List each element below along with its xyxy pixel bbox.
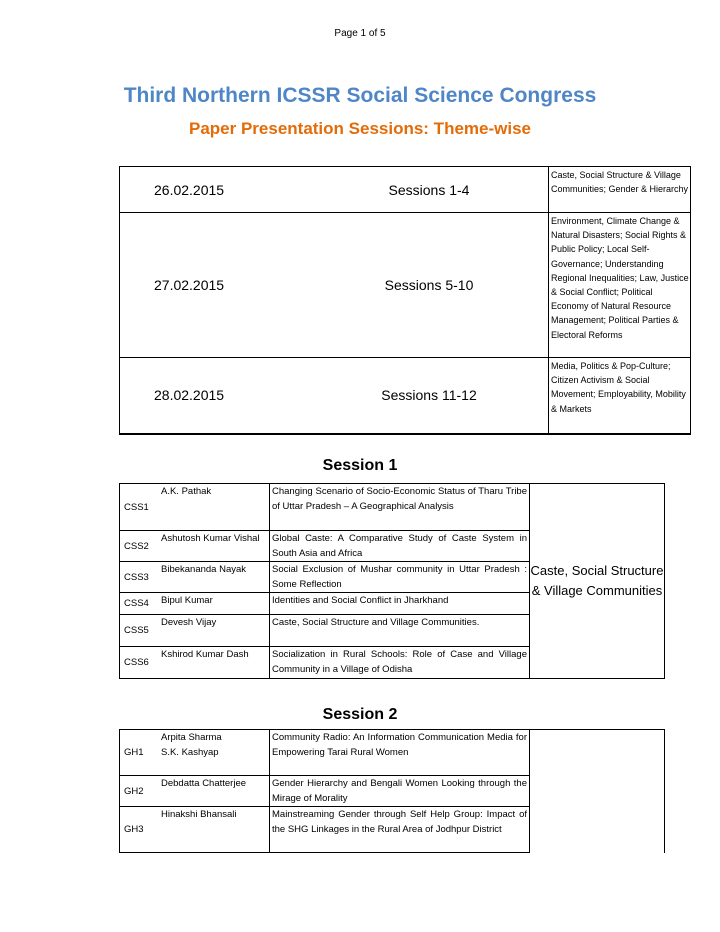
paper-author: Arpita Sharma (161, 732, 222, 743)
schedule-table (119, 166, 691, 435)
schedule-date: 27.02.2015 (120, 213, 311, 358)
paper-author: S.K. Kashyap (161, 747, 219, 758)
session-2-heading: Session 2 (322, 706, 398, 723)
schedule-row (120, 213, 691, 358)
paper-author: Bibekananda Nayak (158, 562, 270, 593)
paper-code: CSS1 (120, 484, 159, 531)
paper-code: GH3 (120, 807, 159, 853)
paper-authors (158, 730, 270, 776)
paper-code: GH2 (120, 776, 159, 807)
paper-author: Debdatta Chatterjee (158, 776, 270, 807)
document-title: Third Northern ICSSR Social Science Congress (123, 84, 597, 107)
schedule-sessions: Sessions 5-10 (310, 213, 549, 358)
schedule-themes: Media, Politics & Pop-Culture; Citizen Activism & Social Movement; Employability, Mobility & Markets (549, 358, 691, 434)
paper-title: Changing Scenario of Socio-Economic Status of Tharu Tribe of Uttar Pradesh – A Geographical Analysis (270, 484, 530, 531)
paper-title: Caste, Social Structure and Village Communities. (270, 615, 530, 647)
page-number: Page 1 of 5 (334, 28, 386, 39)
schedule-themes: Caste, Social Structure & Village Communities; Gender & Hierarchy (549, 167, 691, 213)
schedule-row (120, 358, 691, 434)
paper-title: Gender Hierarchy and Bengali Women Looking through the Mirage of Morality (270, 776, 530, 807)
paper-code: CSS2 (120, 531, 159, 562)
table-row (120, 484, 665, 531)
paper-title: Social Exclusion of Mushar community in Uttar Pradesh : Some Reflection (270, 562, 530, 593)
session-1-theme: Caste, Social Structure & Village Communities (530, 484, 665, 679)
paper-author: Devesh Vijay (158, 615, 270, 647)
document-subtitle: Paper Presentation Sessions: Theme-wise (188, 119, 531, 138)
paper-code: CSS4 (120, 593, 159, 615)
schedule-row (120, 167, 691, 213)
paper-author: Bipul Kumar (158, 593, 270, 615)
paper-title: Identities and Social Conflict in Jharkhand (270, 593, 530, 615)
session-2-table (119, 729, 665, 853)
paper-code: CSS5 (120, 615, 159, 647)
schedule-date: 28.02.2015 (154, 387, 225, 404)
table-row (120, 730, 665, 776)
paper-author: Hinakshi Bhansali (158, 807, 270, 853)
paper-code: CSS3 (120, 562, 159, 593)
paper-title: Community Radio: An Information Communication Media for Empowering Tarai Rural Women (270, 730, 530, 776)
paper-title: Mainstreaming Gender through Self Help Group: Impact of the SHG Linkages in the Rural Area of Jodhpur District (270, 807, 530, 853)
schedule-sessions: Sessions 1-4 (310, 167, 549, 213)
paper-code: GH1 (120, 730, 159, 776)
paper-title: Socialization in Rural Schools: Role of Case and Village Community in a Village of Odisha (270, 647, 530, 679)
schedule-themes: Environment, Climate Change & Natural Disasters; Social Rights & Public Policy; Local Self-Governance; Understanding Regional Inequalities; Law, Justice & Social Conflict; Political Economy of Natural Resource Management; Political Parties & Electoral Reforms (549, 213, 691, 358)
session-1-heading: Session 1 (322, 457, 398, 474)
schedule-sessions: Sessions 11-12 (381, 387, 477, 404)
paper-author: Ashutosh Kumar Vishal (158, 531, 270, 562)
paper-author: A.K. Pathak (158, 484, 270, 531)
session-1-table (119, 483, 665, 679)
schedule-date: 26.02.2015 (120, 167, 311, 213)
paper-code: CSS6 (124, 657, 149, 668)
paper-author: Kshirod Kumar Dash (161, 649, 249, 660)
session-2-theme (530, 730, 665, 853)
paper-title: Global Caste: A Comparative Study of Caste System in South Asia and Africa (270, 531, 530, 562)
